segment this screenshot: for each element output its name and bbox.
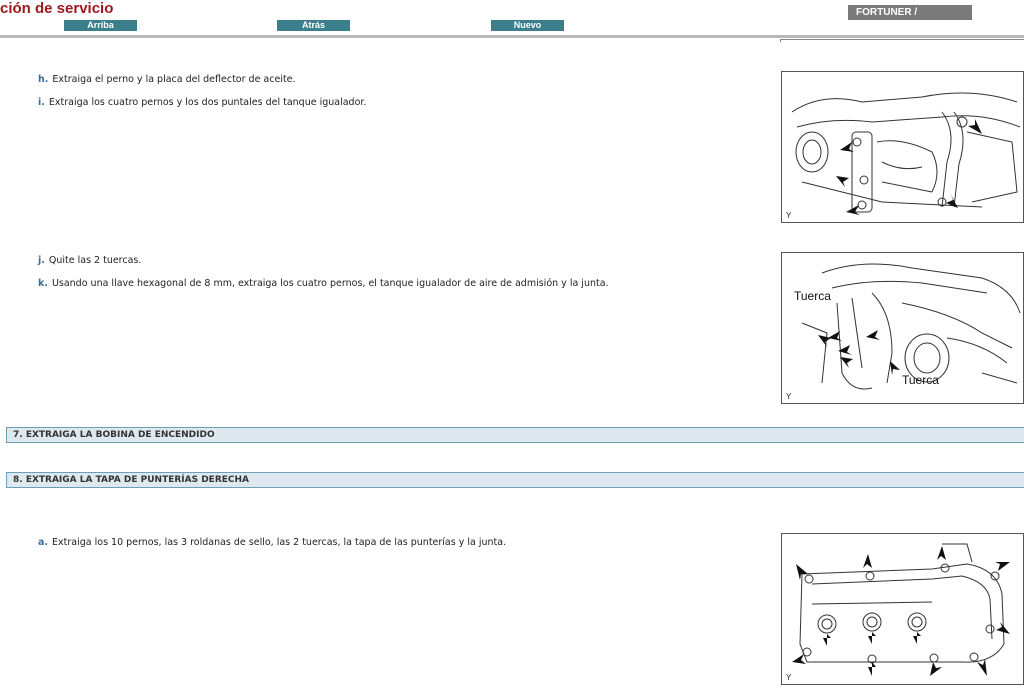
step-text: Extraiga el perno y la placa del deflector de aceite.	[52, 74, 296, 85]
step-text: Usando una llave hexagonal de 8 mm, extraiga los cuatro pernos, el tanque igualador de aire de admisión y la junta.	[51, 278, 609, 289]
step-letter: a.	[38, 537, 49, 548]
figure-frame-edge	[780, 39, 1024, 42]
step-a	[38, 537, 506, 548]
step-letter: i.	[38, 97, 45, 108]
vehicle-model-badge: FORTUNER /	[848, 5, 972, 20]
manual-title: ción de servicio	[0, 0, 114, 17]
nav-up-button[interactable]: Arriba	[64, 20, 137, 31]
nav-new-button[interactable]: Nuevo	[491, 20, 564, 31]
step-text: Quite las 2 tuercas.	[48, 255, 142, 266]
step-text: Extraiga los 10 pernos, las 3 roldanas de sello, las 2 tuercas, la tapa de las punterías y la junta.	[52, 537, 507, 548]
engine-illustration	[782, 72, 1024, 224]
step-h	[38, 74, 296, 85]
step-i	[38, 97, 366, 108]
valve-cover-illustration	[782, 534, 1024, 686]
figure-valve-cover	[781, 533, 1024, 685]
step-text: Extraiga los cuatro pernos y los dos puntales del tanque igualador.	[48, 97, 367, 108]
nav-back-button[interactable]: Atrás	[277, 20, 350, 31]
step-letter: k.	[38, 278, 48, 289]
header-divider	[0, 35, 1024, 38]
step-letter: j.	[38, 255, 45, 266]
figure-corner-label: Y	[786, 673, 792, 682]
step-letter: h.	[38, 74, 49, 85]
nut-callout-bottom: Tuerca	[902, 373, 939, 387]
intake-illustration	[782, 253, 1024, 405]
figure-corner-label: Y	[786, 211, 792, 220]
nut-callout-top: Tuerca	[794, 289, 831, 303]
step-j	[38, 255, 141, 266]
figure-intake-equalizer-tank	[781, 252, 1024, 404]
section-header-ignition-coil: 7. EXTRAIGA LA BOBINA DE ENCENDIDO	[6, 427, 1024, 443]
step-k	[38, 278, 609, 289]
section-header-valve-cover: 8. EXTRAIGA LA TAPA DE PUNTERÍAS DERECHA	[6, 472, 1024, 488]
figure-equalizer-tank-struts	[781, 71, 1024, 223]
figure-corner-label: Y	[786, 392, 792, 401]
